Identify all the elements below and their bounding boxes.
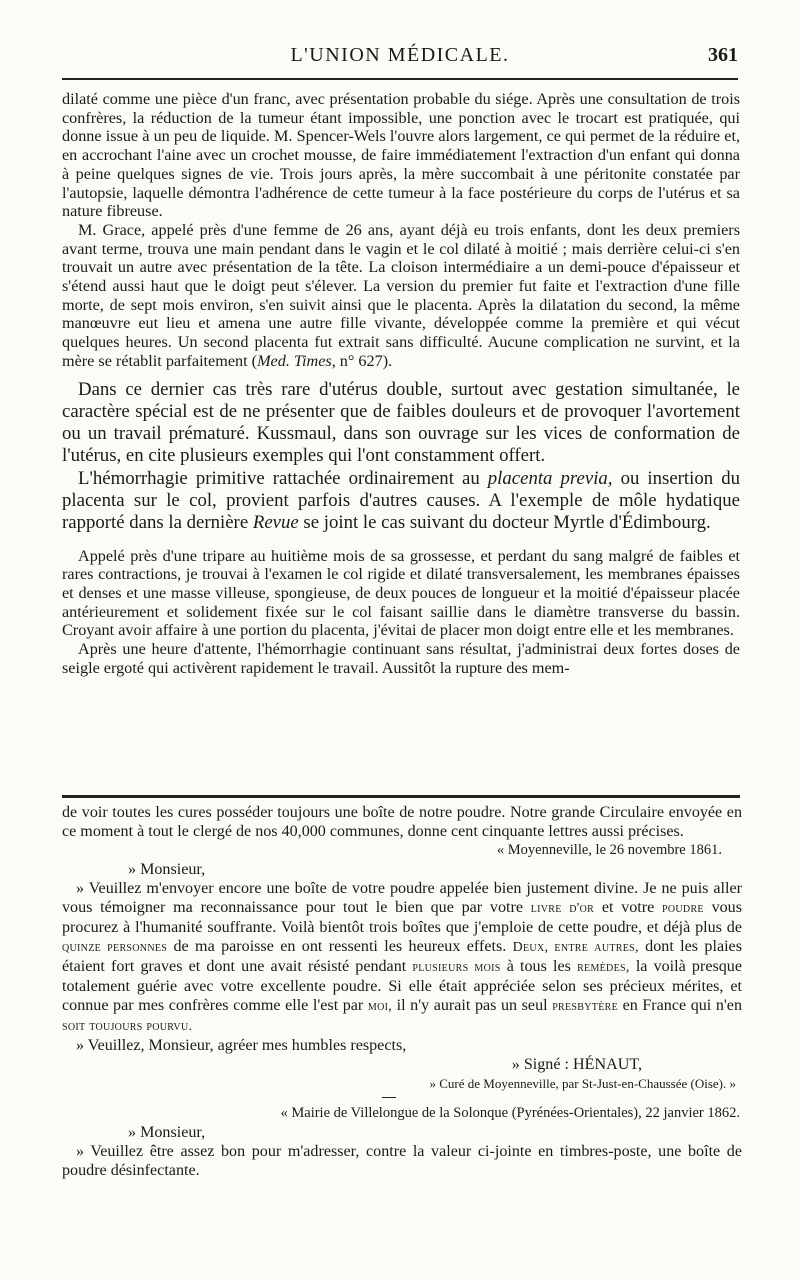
- article-body: [62, 90, 740, 678]
- letter-body: [62, 879, 742, 1036]
- advertisement: [62, 803, 742, 1180]
- emphasis: presbytère: [552, 999, 618, 1014]
- emphasis: remèdes,: [577, 960, 630, 975]
- text: de ma paroisse en ont ressenti les heureux effets.: [167, 938, 513, 955]
- paragraph: Après une heure d'attente, l'hémorrhagie continuant sans résultat, j'administrai deux fortes doses de seigle ergoté qui activèrent rapidement le travail. Aussitôt la rupture des mem-: [62, 640, 740, 677]
- text: la voilà presque totalement guérie avec votre excellente poudre. Si elle était appréciée selon ses précieux mérites, et connue par mes confrères comme elle l'est par: [62, 958, 742, 1014]
- emphasis: plusieurs mois: [412, 960, 501, 975]
- text: et votre: [594, 899, 663, 916]
- text: M. Grace, appelé près d'une femme de 26 ans, ayant déjà eu trois enfants, dont les deux premiers avant terme, trouva une main pendant dans le vagin et le col dilaté à moitié ; mais derrière celui-ci s'en trouvait un autre avec présentation de la tête. La cloison intermédiaire a un demi-pouce d'épaisseur et s'étend aussi haut que le doigt peut s'élever. La version du premier fut faite et l'extraction d'une fille morte, de sept mois environ, s'en suivit ainsi que le placenta. Après la dilatation du second, la même manœuvre eut lieu et amena une autre fille vivante, développée comme la première et qui vécut quelques heures. Un second placenta fut extrait sans difficulté. Aucune complication ne survint, et la mère se rétablit parfaitement (: [62, 220, 740, 370]
- paragraph: Appelé près d'une tripare au huitième mois de sa grossesse, et perdant du sang malgré de faibles et rares contractions, je trouvai à l'examen le col rigide et dilaté transversalement, les membranes épaisses et denses et une masse villeuse, spongieuse, de deux pouces de longueur et la moitié d'épaisseur placée antérieurement et solidement fixée sur le col faisant saillie dans le diamètre transverse du bassin. Croyant avoir affaire à une portion du placenta, j'évitai de placer mon doigt entre elle et les membranes.: [62, 546, 740, 640]
- running-title: L'UNION MÉDICALE.: [290, 44, 510, 66]
- page-number: 361: [708, 44, 738, 66]
- text: à tous les: [500, 958, 578, 975]
- header-rule: [62, 78, 738, 80]
- paragraph: [62, 221, 740, 371]
- ad-intro: de voir toutes les cures posséder toujours une boîte de notre poudre. Notre grande Circulaire envoyée en ce moment à tout le clergé de nos 40,000 communes, donne cent cinquante lettres aussi précises.: [62, 804, 742, 840]
- text: en France qui n'en: [617, 997, 742, 1014]
- term: Revue: [252, 512, 299, 534]
- emphasis: Deux, entre autres,: [512, 940, 639, 955]
- closing: » Veuillez, Monsieur, agréer mes humbles respects,: [76, 1037, 407, 1054]
- emphasis: poudre: [662, 901, 704, 916]
- emphasis: moi,: [367, 999, 393, 1014]
- text: ou insertion du placenta sur le col, provient parfois d'autres causes. A l'exemple de môle hydatique rapporté dans la dernière: [62, 467, 740, 534]
- signature: » Signé : HÉNAUT,: [511, 1056, 642, 1073]
- page-header: [62, 44, 738, 74]
- section-rule: [62, 795, 740, 798]
- signature-role: » Curé de Moyenneville, par St-Just-en-Chaussée (Oise). »: [429, 1076, 736, 1091]
- citation: Med. Times,: [257, 351, 336, 370]
- text: il n'y aurait pas un seul: [392, 997, 553, 1014]
- emphasis: livre d'or: [530, 901, 595, 916]
- paragraph: [62, 468, 740, 535]
- paragraph: Dans ce dernier cas très rare d'utérus double, surtout avec gestation simultanée, le caractère spécial est de ne présenter que de faibles douleurs et de provoquer l'avortement ou un travail prématuré. Kussmaul, dans son ouvrage sur les vices de conformation de l'utérus, en cite plusieurs exemples qui l'ont constamment offert.: [62, 378, 740, 467]
- salutation: » Monsieur,: [128, 1124, 206, 1141]
- salutation: » Monsieur,: [128, 861, 206, 878]
- letter-body: » Veuillez être assez bon pour m'adresser, contre la valeur ci-jointe en timbres-poste, une boîte de poudre désinfectante.: [62, 1143, 742, 1179]
- divider: [382, 1097, 396, 1098]
- paragraph: dilaté comme une pièce d'un franc, avec présentation probable du siége. Après une consultation de trois confrères, la réduction de la tumeur étant impossible, une ponction avec le trocart est pratiquée, qui donne issue à un peu de liquide. M. Spencer-Wels l'ouvre alors largement, ce qui permet de la réduire et, en accrochant l'aine avec un crochet mousse, de faire immédiatement l'extraction d'un enfant qui donna à peine quelques signes de vie. Trois jours après, la mère succombait à une péritonite constatée par l'autopsie, laquelle démontra l'adhérence de cette tumeur à la face postérieure du corps de l'utérus et sa nature fibreuse.: [62, 90, 740, 221]
- text: » Veuillez m'envoyer encore une boîte de votre poudre appelée bien justement divine. Je ne puis aller vous témoigner ma reconnaissance pour tout le bien que par votre: [62, 880, 742, 916]
- text: vous procurez à l'humanité souffrante. Voilà bientôt trois boîtes que j'emploie de cette poudre, et déjà plus de: [62, 899, 742, 936]
- emphasis: quinze personnes: [62, 940, 168, 955]
- term: placenta previa,: [487, 467, 613, 489]
- text: dont les plaies étaient fort graves et dont une avait résisté pendant: [62, 938, 742, 975]
- place-date: « Moyenneville, le 26 novembre 1861.: [496, 842, 722, 858]
- text: L'hémorrhagie primitive rattachée ordinairement au: [78, 467, 488, 489]
- text: se joint le cas suivant du docteur Myrtle d'Édimbourg.: [298, 512, 711, 534]
- emphasis: soit toujours pourvu.: [62, 1019, 193, 1034]
- text: n° 627).: [335, 351, 393, 370]
- place-date: « Mairie de Villelongue de la Solonque (Pyrénées-Orientales), 22 janvier 1862.: [280, 1105, 740, 1121]
